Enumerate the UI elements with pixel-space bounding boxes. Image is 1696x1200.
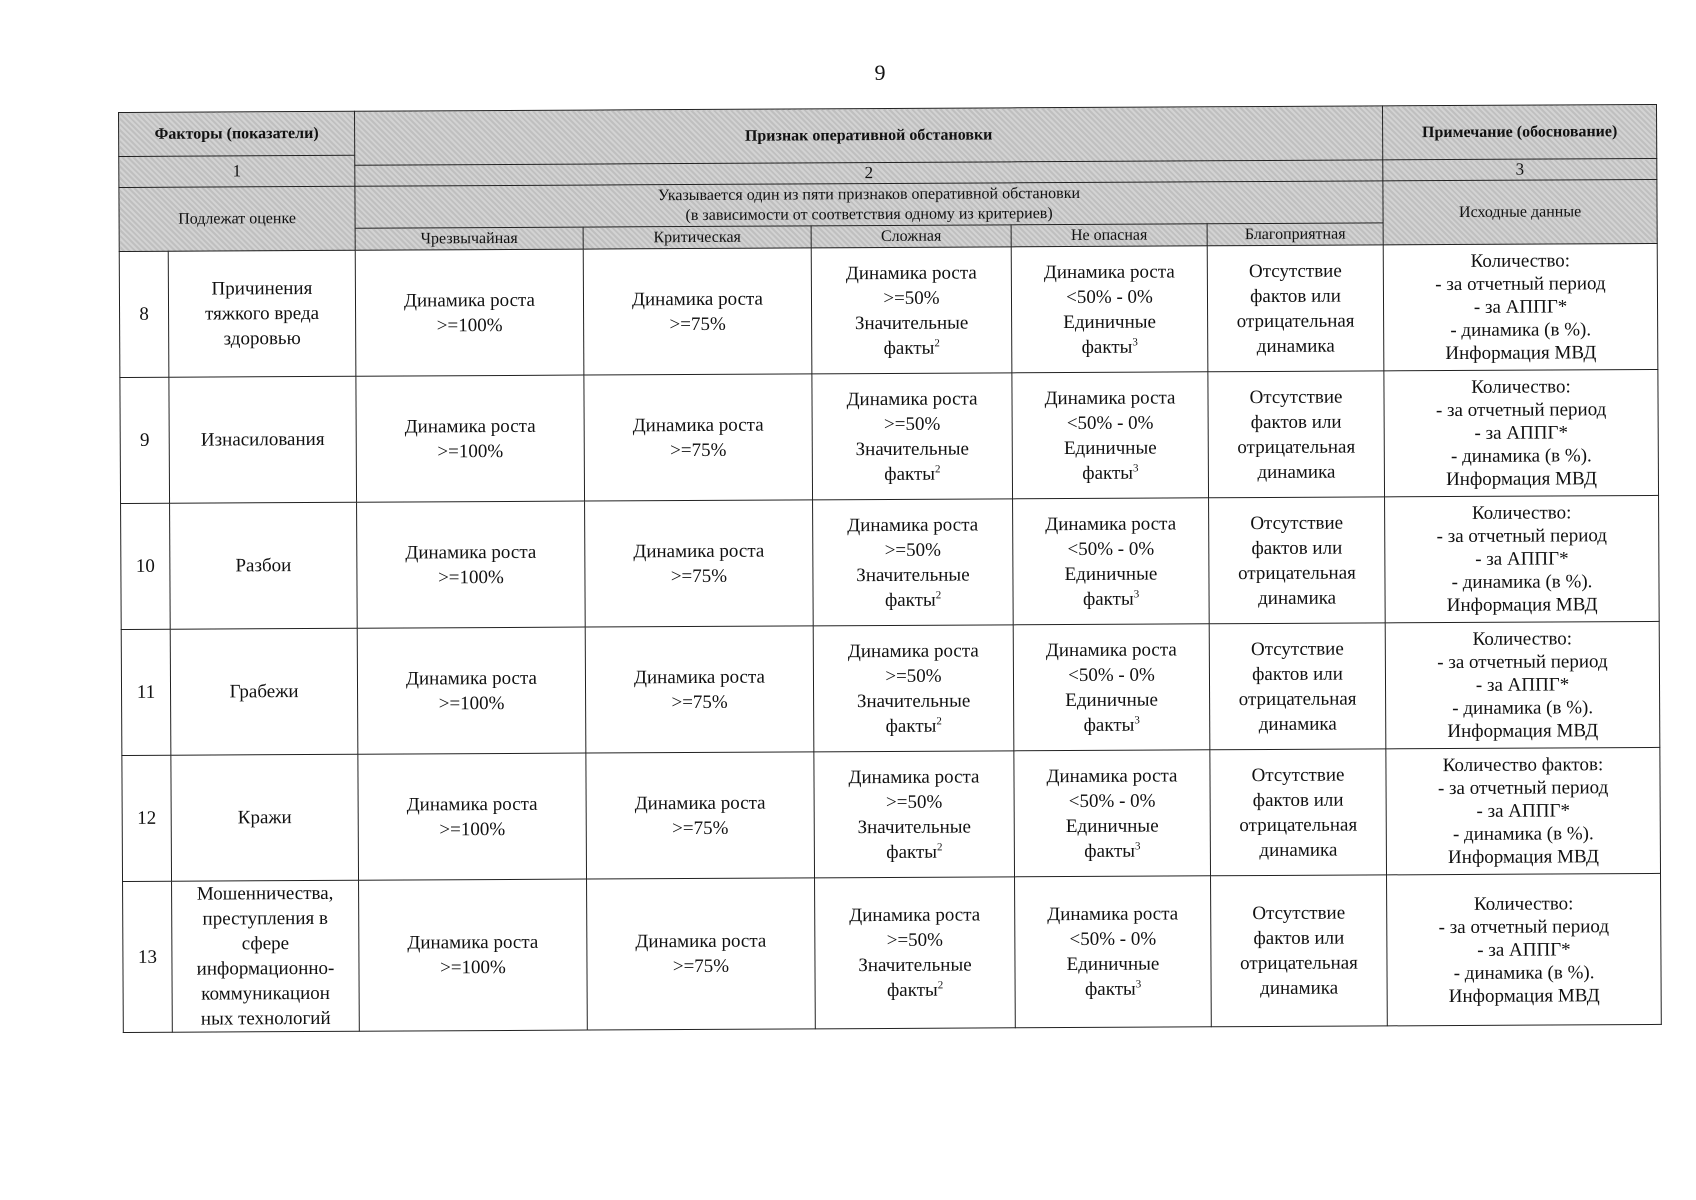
table-row bbox=[119, 243, 1658, 377]
safe-text-2: <50% - 0% bbox=[1068, 664, 1155, 686]
complex-text-3: Значительные bbox=[856, 690, 971, 712]
note-source: Информация МВД bbox=[1445, 468, 1597, 491]
table-row bbox=[123, 873, 1662, 1032]
favorable-criterion bbox=[1209, 623, 1386, 750]
safe-text-4: факты bbox=[1083, 714, 1135, 736]
footnote-2-ref: 2 bbox=[936, 714, 942, 727]
source-note bbox=[1384, 369, 1659, 496]
note-source: Информация МВД bbox=[1448, 984, 1600, 1007]
source-note bbox=[1385, 621, 1660, 748]
factor-line: сфере bbox=[241, 933, 290, 955]
extreme-criterion bbox=[357, 501, 586, 628]
header-note: Примечание (обоснование) bbox=[1383, 104, 1657, 159]
note-title: Количество: bbox=[1470, 250, 1571, 272]
critical-text-2: >=75% bbox=[670, 439, 727, 461]
table-body bbox=[119, 243, 1661, 1032]
complex-text-1: Динамика роста bbox=[848, 765, 980, 788]
critical-text-1: Динамика роста bbox=[631, 288, 763, 310]
complex-text-3: Значительные bbox=[854, 312, 969, 334]
complex-text-4: факты bbox=[883, 337, 935, 359]
source-note bbox=[1387, 873, 1662, 1025]
header-indicated-line1: Указывается один из пяти признаков оперативной обстановки bbox=[657, 184, 1081, 204]
fav-text-3: отрицательная bbox=[1237, 562, 1356, 584]
complex-criterion bbox=[813, 499, 1014, 626]
extreme-text-2: >=100% bbox=[437, 440, 504, 462]
note-source: Информация МВД bbox=[1447, 720, 1599, 743]
factor-name bbox=[172, 880, 360, 1032]
fav-text-4: динамика bbox=[1260, 977, 1339, 1000]
safe-text-1: Динамика роста bbox=[1044, 386, 1176, 409]
note-appg: - за АППГ* bbox=[1475, 548, 1569, 570]
critical-text-1: Динамика роста bbox=[635, 930, 767, 953]
note-period: - за отчетный период bbox=[1437, 777, 1609, 800]
not-dangerous-criterion bbox=[1014, 750, 1211, 877]
note-source: Информация МВД bbox=[1446, 594, 1598, 617]
complex-text-4: факты bbox=[886, 979, 938, 1001]
extreme-criterion bbox=[357, 627, 586, 754]
safe-text-4: факты bbox=[1082, 588, 1134, 610]
critical-text-2: >=75% bbox=[670, 565, 728, 587]
fav-text-1: Отсутствие bbox=[1250, 512, 1344, 534]
critical-criterion bbox=[586, 752, 815, 879]
extreme-text-1: Динамика роста bbox=[403, 289, 535, 312]
note-period: - за отчетный период bbox=[1435, 399, 1607, 422]
factor-name bbox=[169, 376, 357, 503]
safe-text-1: Динамика роста bbox=[1045, 512, 1177, 535]
extreme-text-2: >=100% bbox=[439, 818, 506, 840]
footnote-2-ref: 2 bbox=[936, 840, 943, 853]
note-dynamics: - динамика (в %). bbox=[1451, 571, 1593, 594]
complex-text-1: Динамика роста bbox=[846, 388, 978, 410]
complex-text-1: Динамика роста bbox=[847, 640, 979, 662]
safe-text-2: <50% - 0% bbox=[1067, 538, 1155, 560]
source-note bbox=[1386, 747, 1661, 874]
favorable-criterion bbox=[1208, 371, 1385, 498]
safe-text-2: <50% - 0% bbox=[1069, 928, 1157, 951]
fav-text-2: фактов или bbox=[1253, 927, 1345, 950]
factor-line: Мошенничества, bbox=[196, 882, 334, 905]
note-title: Количество: bbox=[1471, 502, 1572, 524]
safe-text-1: Динамика роста bbox=[1043, 260, 1175, 283]
fav-text-2: фактов или bbox=[1250, 411, 1342, 433]
factor-name bbox=[170, 628, 358, 755]
note-dynamics: - динамика (в %). bbox=[1452, 697, 1594, 720]
favorable-criterion bbox=[1209, 497, 1386, 624]
complex-text-2: >=50% bbox=[884, 539, 941, 561]
complex-text-2: >=50% bbox=[886, 929, 944, 951]
safe-text-3: Единичные bbox=[1065, 689, 1158, 711]
fav-text-1: Отсутствие bbox=[1251, 764, 1345, 786]
safe-text-2: <50% - 0% bbox=[1068, 790, 1156, 812]
fav-text-1: Отсутствие bbox=[1249, 386, 1343, 408]
note-period: - за отчетный период bbox=[1435, 273, 1606, 296]
level-favorable: Благоприятная bbox=[1207, 223, 1383, 246]
factor-line: тяжкого вреда bbox=[204, 302, 320, 325]
header-col1-number: 1 bbox=[119, 155, 355, 187]
complex-text-3: Значительные bbox=[857, 816, 971, 838]
note-dynamics: - динамика (в %). bbox=[1450, 445, 1592, 468]
favorable-criterion bbox=[1210, 749, 1387, 876]
page-number: 9 bbox=[874, 60, 886, 85]
safe-text-4: факты bbox=[1084, 840, 1136, 862]
complex-text-2: >=50% bbox=[885, 665, 942, 687]
level-extreme: Чрезвычайная bbox=[355, 227, 583, 250]
safe-text-4: факты bbox=[1082, 462, 1134, 484]
note-dynamics: - динамика (в %). bbox=[1452, 823, 1594, 846]
not-dangerous-criterion bbox=[1012, 372, 1209, 499]
critical-criterion bbox=[587, 878, 816, 1030]
footnote-3-ref: 3 bbox=[1133, 587, 1140, 600]
complex-text-3: Значительные bbox=[858, 954, 972, 977]
complex-text-3: Значительные bbox=[855, 438, 970, 460]
extreme-text-1: Динамика роста bbox=[407, 931, 539, 954]
critical-text-1: Динамика роста bbox=[632, 414, 764, 436]
critical-text-1: Динамика роста bbox=[634, 792, 766, 814]
header-factors: Факторы (показатели) bbox=[119, 111, 355, 156]
complex-text-1: Динамика роста bbox=[849, 904, 981, 927]
header-col3-number: 3 bbox=[1383, 158, 1657, 180]
fav-text-1: Отсутствие bbox=[1252, 902, 1346, 925]
safe-text-4: факты bbox=[1084, 978, 1136, 1000]
note-appg: - за АППГ* bbox=[1477, 938, 1571, 961]
critical-criterion bbox=[583, 248, 812, 375]
factor-line: Кражи bbox=[237, 807, 292, 829]
fav-text-4: динамика bbox=[1258, 587, 1337, 609]
table-header bbox=[119, 104, 1658, 251]
header-sign: Признак оперативной обстановки bbox=[354, 106, 1382, 165]
extreme-criterion bbox=[359, 879, 588, 1031]
extreme-text-2: >=100% bbox=[440, 956, 506, 979]
row-number: 11 bbox=[121, 629, 171, 755]
not-dangerous-criterion bbox=[1013, 498, 1210, 625]
level-complex: Сложная bbox=[811, 225, 1011, 248]
complex-criterion bbox=[813, 625, 1014, 752]
header-indicated-line2: (в зависимости от соответствия одному из критериев) bbox=[685, 204, 1053, 224]
fav-text-2: фактов или bbox=[1252, 663, 1343, 685]
table-row bbox=[121, 495, 1660, 629]
footnote-2-ref: 2 bbox=[935, 588, 942, 601]
complex-text-4: факты bbox=[886, 841, 938, 863]
complex-text-4: факты bbox=[884, 589, 936, 611]
table-row bbox=[121, 621, 1660, 755]
footnote-2-ref: 2 bbox=[937, 979, 944, 992]
critical-criterion bbox=[585, 626, 814, 753]
assessment-table-wrapper bbox=[118, 104, 1662, 1033]
factor-line: Грабежи bbox=[229, 681, 299, 703]
source-note bbox=[1383, 243, 1658, 370]
complex-text-1: Динамика роста bbox=[847, 514, 979, 536]
critical-text-2: >=75% bbox=[671, 691, 728, 713]
note-dynamics: - динамика (в %). bbox=[1453, 961, 1595, 984]
safe-text-3: Единичные bbox=[1063, 437, 1157, 459]
row-number: 12 bbox=[122, 755, 172, 881]
complex-criterion bbox=[812, 373, 1013, 500]
complex-criterion bbox=[815, 877, 1016, 1029]
footnote-3-ref: 3 bbox=[1135, 978, 1142, 991]
note-appg: - за АППГ* bbox=[1476, 800, 1570, 822]
fav-text-1: Отсутствие bbox=[1250, 638, 1344, 660]
factor-line: преступления в bbox=[202, 907, 328, 930]
footnote-3-ref: 3 bbox=[1134, 839, 1141, 852]
assessment-table bbox=[118, 104, 1662, 1033]
row-number: 13 bbox=[123, 881, 173, 1032]
extreme-criterion bbox=[356, 375, 585, 502]
extreme-text-1: Динамика роста bbox=[406, 793, 538, 815]
note-title: Количество фактов: bbox=[1442, 754, 1604, 777]
note-period: - за отчетный период bbox=[1436, 525, 1608, 548]
table-row bbox=[122, 747, 1661, 881]
footnote-2-ref: 2 bbox=[934, 462, 941, 475]
complex-criterion bbox=[811, 247, 1012, 374]
complex-text-2: >=50% bbox=[885, 791, 943, 813]
factor-line: ных технологий bbox=[200, 1007, 331, 1030]
note-title: Количество: bbox=[1472, 628, 1573, 650]
footnote-3-ref: 3 bbox=[1134, 713, 1140, 726]
complex-text-4: факты bbox=[885, 715, 937, 737]
favorable-criterion bbox=[1207, 245, 1384, 372]
note-source: Информация МВД bbox=[1445, 342, 1597, 365]
fav-text-3: отрицательная bbox=[1238, 688, 1357, 710]
fav-text-4: динамика bbox=[1258, 713, 1337, 735]
fav-text-4: динамика bbox=[1256, 335, 1335, 357]
critical-text-2: >=75% bbox=[669, 313, 726, 335]
table-row bbox=[120, 369, 1659, 503]
factor-line: Причинения bbox=[211, 277, 313, 300]
factor-line: Разбои bbox=[235, 555, 292, 577]
note-appg: - за АППГ* bbox=[1473, 296, 1568, 318]
factor-name bbox=[170, 502, 358, 629]
note-appg: - за АППГ* bbox=[1474, 422, 1569, 444]
footnote-2-ref: 2 bbox=[934, 336, 940, 349]
source-note bbox=[1385, 495, 1660, 622]
complex-text-3: Значительные bbox=[856, 564, 970, 586]
complex-text-2: >=50% bbox=[883, 413, 941, 435]
complex-text-4: факты bbox=[884, 463, 936, 485]
safe-text-3: Единичные bbox=[1064, 563, 1158, 585]
note-source: Информация МВД bbox=[1447, 846, 1599, 869]
header-indicated bbox=[355, 181, 1383, 228]
fav-text-3: отрицательная bbox=[1236, 310, 1355, 332]
safe-text-1: Динамика роста bbox=[1046, 764, 1178, 787]
extreme-text-1: Динамика роста bbox=[405, 667, 537, 689]
extreme-text-2: >=100% bbox=[438, 692, 505, 714]
factor-name bbox=[171, 754, 359, 881]
footnote-3-ref: 3 bbox=[1132, 461, 1139, 474]
safe-text-1: Динамика роста bbox=[1047, 903, 1179, 926]
complex-text-1: Динамика роста bbox=[845, 262, 977, 284]
extreme-text-1: Динамика роста bbox=[404, 415, 536, 438]
not-dangerous-criterion bbox=[1011, 246, 1208, 373]
fav-text-2: фактов или bbox=[1251, 537, 1343, 559]
not-dangerous-criterion bbox=[1015, 876, 1212, 1028]
level-not-dangerous: Не опасная bbox=[1011, 224, 1207, 247]
header-source-data: Исходные данные bbox=[1383, 179, 1657, 244]
safe-text-4: факты bbox=[1081, 336, 1133, 358]
safe-text-2: <50% - 0% bbox=[1066, 412, 1154, 434]
complex-text-2: >=50% bbox=[883, 287, 940, 309]
note-dynamics: - динамика (в %). bbox=[1450, 319, 1592, 342]
note-title: Количество: bbox=[1473, 892, 1574, 915]
fav-text-4: динамика bbox=[1257, 461, 1336, 483]
safe-text-3: Единичные bbox=[1063, 311, 1157, 333]
factor-line: здоровью bbox=[223, 328, 301, 350]
fav-text-1: Отсутствие bbox=[1248, 260, 1342, 282]
fav-text-2: фактов или bbox=[1252, 789, 1344, 811]
extreme-criterion bbox=[358, 753, 587, 880]
level-critical: Критическая bbox=[583, 226, 811, 249]
not-dangerous-criterion bbox=[1013, 624, 1210, 751]
factor-line: Изнасилования bbox=[200, 428, 325, 451]
row-number: 10 bbox=[121, 503, 171, 629]
fav-text-3: отрицательная bbox=[1239, 814, 1358, 836]
extreme-text-2: >=100% bbox=[436, 314, 503, 336]
factor-name bbox=[168, 250, 356, 377]
factor-line: информационно- bbox=[196, 957, 335, 980]
row-number: 8 bbox=[119, 251, 169, 377]
fav-text-3: отрицательная bbox=[1237, 436, 1356, 458]
header-col2-number: 2 bbox=[355, 160, 1383, 186]
extreme-text-1: Динамика роста bbox=[405, 541, 537, 564]
favorable-criterion bbox=[1211, 875, 1388, 1027]
note-title: Количество: bbox=[1471, 376, 1571, 398]
row-number: 9 bbox=[120, 377, 170, 503]
critical-criterion bbox=[585, 500, 814, 627]
note-appg: - за АППГ* bbox=[1475, 674, 1570, 696]
critical-text-2: >=75% bbox=[672, 955, 730, 978]
extreme-text-2: >=100% bbox=[437, 566, 504, 588]
note-period: - за отчетный период bbox=[1438, 915, 1610, 938]
critical-criterion bbox=[584, 374, 813, 501]
complex-criterion bbox=[814, 751, 1015, 878]
critical-text-2: >=75% bbox=[672, 817, 729, 839]
safe-text-1: Динамика роста bbox=[1045, 638, 1177, 661]
safe-text-3: Единичные bbox=[1065, 815, 1159, 837]
fav-text-4: динамика bbox=[1259, 839, 1338, 861]
extreme-criterion bbox=[355, 249, 584, 376]
critical-text-1: Динамика роста bbox=[633, 666, 765, 688]
footnote-3-ref: 3 bbox=[1132, 335, 1138, 348]
note-period: - за отчетный период bbox=[1437, 651, 1608, 674]
safe-text-2: <50% - 0% bbox=[1066, 286, 1153, 308]
header-subject: Подлежат оценке bbox=[119, 186, 355, 251]
fav-text-3: отрицательная bbox=[1240, 952, 1358, 975]
factor-line: коммуникацион bbox=[201, 982, 331, 1005]
critical-text-1: Динамика роста bbox=[633, 540, 765, 562]
safe-text-3: Единичные bbox=[1066, 953, 1160, 976]
fav-text-2: фактов или bbox=[1250, 285, 1341, 307]
